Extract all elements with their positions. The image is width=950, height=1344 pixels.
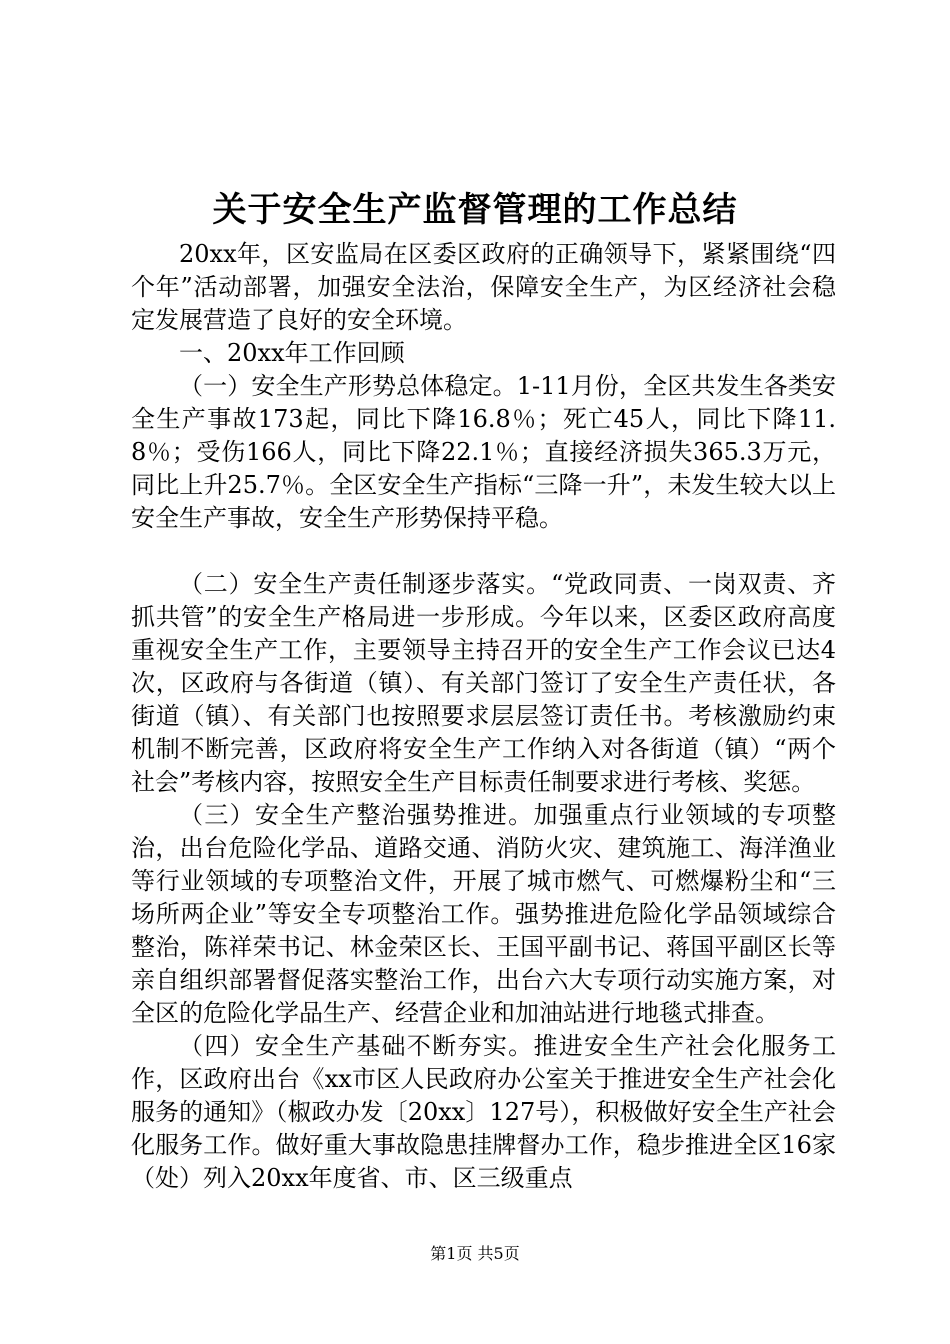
paragraph-item-1: （一）安全生产形势总体稳定。1-11月份，全区共发生各类安全生产事故173起，同比下降16.8％；死亡45人，同比下降11.8％；受伤166人，同比下降22.1％；直接经济损失365.3万元，同比上升25.7％。全区安全生产指标“三降一升”，未发生较大以上安全生产事故，安全生产形势保持平稳。 <box>131 372 836 532</box>
page-indicator: 第1页 共5页 <box>430 1244 520 1263</box>
paragraph-item-3: （三）安全生产整治强势推进。加强重点行业领域的专项整治，出台危险化学品、道路交通、消防火灾、建筑施工、海洋渔业等行业领域的专项整治文件，开展了城市燃气、可燃爆粉尘和“三场所两企业”等安全专项整治工作。强势推进危险化学品领域综合整治，陈祥荣书记、林金荣区长、王国平副书记、蒋国平副区长等亲自组织部署督促落实整治工作，出台六大专项行动实施方案，对全区的危险化学品生产、经营企业和加油站进行地毯式排查。 <box>131 801 836 1027</box>
section-heading: 一、20xx年工作回顾 <box>179 339 405 367</box>
intro-paragraph: 20xx年，区安监局在区委区政府的正确领导下，紧紧围绕“四个年”活动部署，加强安全法治，保障安全生产，为区经济社会稳定发展营造了良好的安全环境。 <box>131 240 836 334</box>
paragraph-item-2: （二）安全生产责任制逐步落实。“党政同责、一岗双责、齐抓共管”的安全生产格局进一步形成。今年以来，区委区政府高度重视安全生产工作，主要领导主持召开的安全生产工作会议已达4次，区政府与各街道（镇）、有关部门签订了安全生产责任状，各街道（镇）、有关部门也按照要求层层签订责任书。考核激励约束机制不断完善，区政府将安全生产工作纳入对各街道（镇）“两个社会”考核内容，按照安全生产目标责任制要求进行考核、奖惩。 <box>131 570 836 796</box>
document-title: 关于安全生产监督管理的工作总结 <box>212 190 738 230</box>
document-body <box>131 238 836 1195</box>
paragraph-item-4: （四）安全生产基础不断夯实。推进安全生产社会化服务工作，区政府出台《xx市区人民政府办公室关于推进安全生产社会化服务的通知》（椒政办发〔20xx〕127号），积极做好安全生产社会化服务工作。做好重大事故隐患挂牌督办工作，稳步推进全区16家（处）列入20xx年度省、市、区三级重点 <box>131 1032 836 1192</box>
